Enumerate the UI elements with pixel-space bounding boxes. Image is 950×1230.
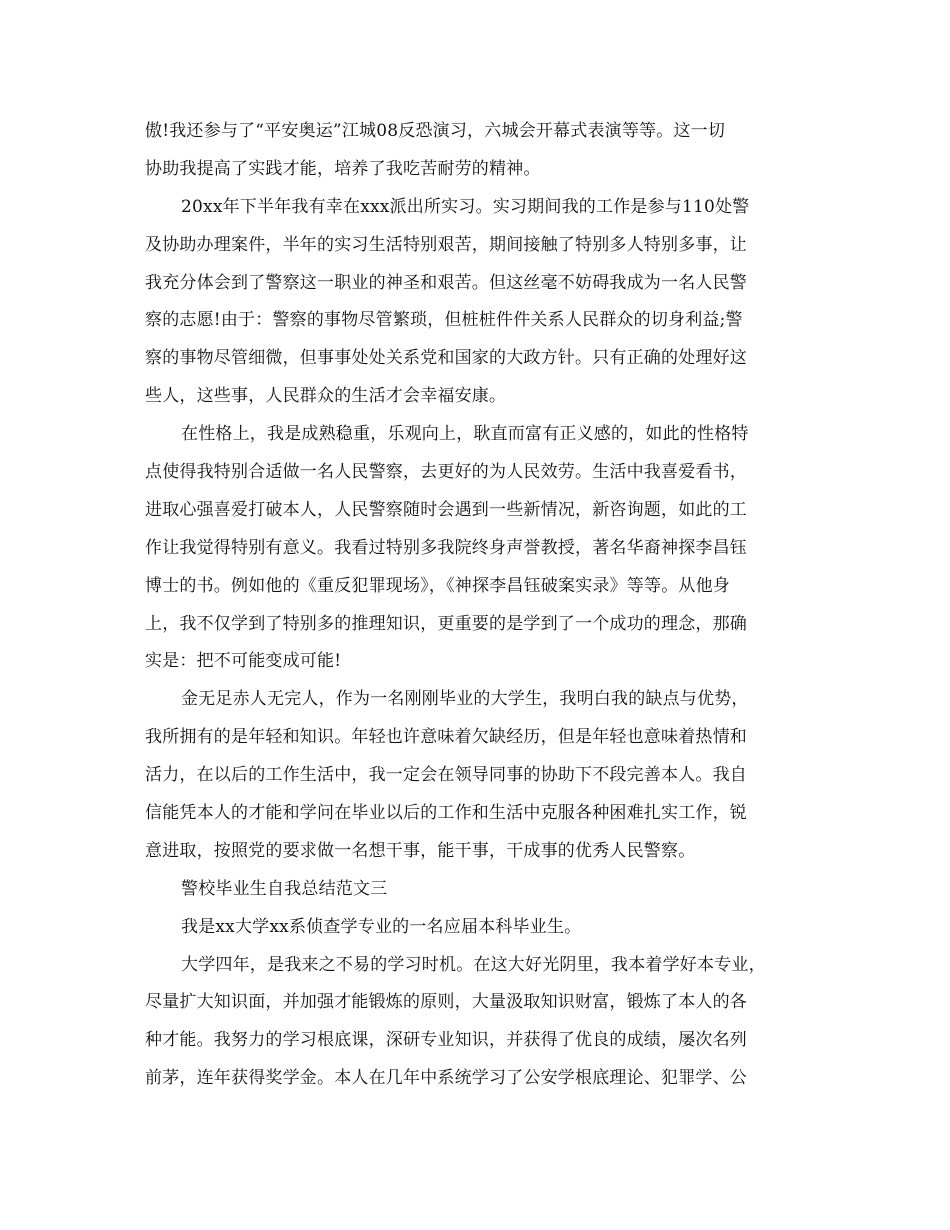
paragraph-start-line: 我是xx大学xx系侦查学专业的一名应届本科毕业生。: [181, 916, 582, 937]
text-line: 些人，这些事，人民群众的生活才会幸福安康。: [145, 386, 507, 407]
paragraph-start-line: 20xx年下半年我有幸在xxx派出所实习。实习期间我的工作是参与110处警: [181, 196, 750, 217]
section-heading: 警校毕业生自我总结范文三: [181, 878, 388, 899]
text-line: 活力，在以后的工作生活中，我一定会在领导同事的协助下不段完善本人。我自: [145, 765, 747, 786]
document-body: [145, 113, 805, 1098]
text-line: 博士的书。例如他的《重反犯罪现场》，《神探李昌钰破案实录》等等。从他身: [145, 575, 730, 596]
paragraph-start-line: 金无足赤人无完人，作为一名刚刚毕业的大学生，我明白我的缺点与优势，: [181, 689, 749, 710]
text-line: 我充分体会到了警察这一职业的神圣和艰苦。但这丝毫不妨碍我成为一名人民警: [145, 272, 747, 293]
text-line: 进取心强喜爱打破本人，人民警察随时会遇到一些新情况，新咨询题，如此的工: [145, 499, 747, 520]
text-line: 实是：把不可能变成可能!: [145, 651, 342, 672]
text-line: 察的事物尽管细微，但事事处处关系党和国家的大政方针。只有正确的处理好这: [145, 348, 747, 369]
text-line: 协助我提高了实践才能，培养了我吃苦耐劳的精神。: [145, 158, 541, 179]
text-line: 种才能。我努力的学习根底课，深研专业知识，并获得了优良的成绩，屡次名列: [145, 1030, 747, 1051]
text-line: 意进取，按照党的要求做一名想干事，能干事，干成事的优秀人民警察。: [145, 840, 696, 861]
text-line: 作让我觉得特别有意义。我看过特别多我院终身声誉教授，著名华裔神探李昌钰: [145, 537, 747, 558]
text-line: 上，我不仅学到了特别多的推理知识，更重要的是学到了一个成功的理念，那确: [145, 613, 747, 634]
text-line: 信能凭本人的才能和学问在毕业以后的工作和生活中克服各种困难扎实工作，锐: [145, 803, 747, 824]
text-line: 察的志愿!由于：警察的事物尽管繁琐，但桩桩件件关系人民群众的切身利益;警: [145, 310, 743, 331]
paragraph-start-line: 大学四年，是我来之不易的学习时机。在这大好光阴里，我本着学好本专业，: [181, 954, 766, 975]
text-line: 傲!我还参与了“平安奥运”江城08反恐演习，六城会开幕式表演等等。这一切: [145, 121, 726, 141]
text-line: 点使得我特别合适做一名人民警察，去更好的为人民效劳。生活中我喜爱看书，: [145, 462, 747, 483]
text-line: 我所拥有的是年轻和知识。年轻也许意味着欠缺经历，但是年轻也意味着热情和: [145, 727, 747, 748]
text-line: 尽量扩大知识面，并加强才能锻炼的原则，大量汲取知识财富，锻炼了本人的各: [145, 992, 747, 1013]
text-line: 及协助办理案件，半年的实习生活特别艰苦，期间接触了特别多人特别多事，让: [145, 234, 747, 255]
text-line: 前茅，连年获得奖学金。本人在几年中系统学习了公安学根底理论、犯罪学、公: [145, 1068, 747, 1089]
paragraph-start-line: 在性格上，我是成熟稳重，乐观向上，耿直而富有正义感的，如此的性格特: [181, 424, 749, 445]
